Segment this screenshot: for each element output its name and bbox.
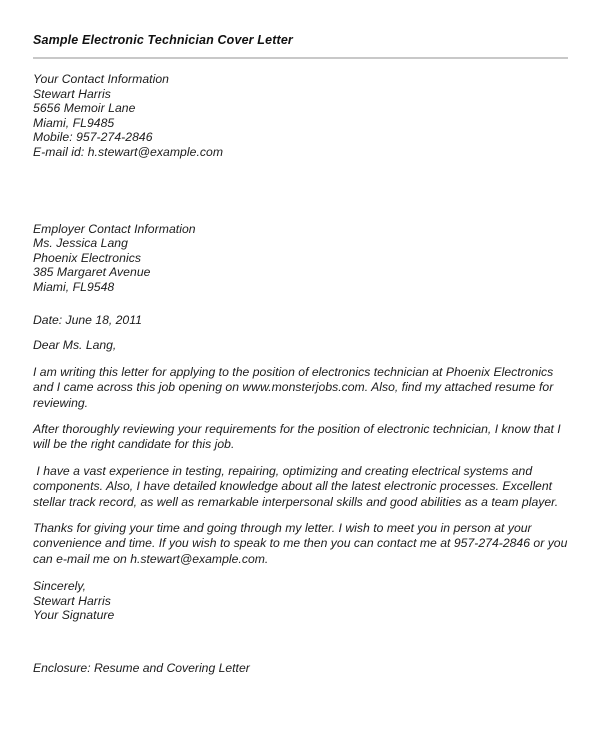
spacer-recipient-date <box>33 295 571 313</box>
spacer-date-salutation <box>33 327 571 338</box>
spacer-salutation-body <box>33 353 571 365</box>
recipient-name: Ms. Jessica Lang <box>33 236 128 251</box>
letter-paragraph-1: I am writing this letter for applying to the position of electronics technician at Phoenix Electronics and I came across this job opening on www.monsterjobs.com. Also, find my attached resume for reviewing. <box>33 364 557 410</box>
recipient-company: Phoenix Electronics <box>33 250 141 265</box>
recipient-city-state-zip: Miami, FL9548 <box>33 279 115 294</box>
enclosure-note: Enclosure: Resume and Covering Letter <box>33 660 250 675</box>
sender-city-state-zip: Miami, FL9485 <box>33 115 115 130</box>
spacer-paragraph-1-2 <box>33 411 571 422</box>
signature-line: Your Signature <box>33 608 115 623</box>
spacer-body-closing <box>33 567 571 579</box>
signer-name: Stewart Harris <box>33 593 111 608</box>
spacer-sender-recipient <box>33 160 571 222</box>
letter-paragraph-4: Thanks for giving your time and going through my letter. I wish to meet you in person at your convenience and time. If you wish to speak to me then you can contact me at 957-274-2846 or you can e-mail me on h.stewart@example.com. <box>33 520 571 566</box>
sender-email: E-mail id: h.stewart@example.com <box>33 144 224 159</box>
sender-contact-block <box>33 72 571 160</box>
spacer-paragraph-3-4 <box>33 510 571 521</box>
closing-salutation: Sincerely, <box>33 579 87 594</box>
title-divider <box>33 57 568 59</box>
recipient-contact-block <box>33 222 571 295</box>
spacer-closing-enclosure <box>33 623 571 661</box>
sender-mobile: Mobile: 957-274-2846 <box>33 130 153 145</box>
letter-salutation: Dear Ms. Lang, <box>33 338 117 353</box>
recipient-heading: Employer Contact Information <box>33 221 196 236</box>
letter-date: Date: June 18, 2011 <box>33 312 142 327</box>
sender-heading: Your Contact Information <box>33 72 170 86</box>
letter-closing-block <box>33 579 571 623</box>
letter-paragraph-3: I have a vast experience in testing, repairing, optimizing and creating electrical systems and components. Also, I have detailed knowledge about all the latest electronic processes. Excellent stellar track record, as well as remarkable interpersonal skills and good abilities as a team player. <box>33 463 559 509</box>
sender-street: 5656 Memoir Lane <box>33 101 136 116</box>
letter-body <box>33 72 571 676</box>
page-title: Sample Electronic Technician Cover Letter <box>33 33 293 47</box>
letter-paragraph-2: After thoroughly reviewing your requirements for the position of electronic technician, I know that I will be the right candidate for this job. <box>33 421 565 452</box>
recipient-street: 385 Margaret Avenue <box>33 265 151 280</box>
spacer-paragraph-2-3 <box>33 453 571 464</box>
sender-name: Stewart Harris <box>33 86 111 101</box>
